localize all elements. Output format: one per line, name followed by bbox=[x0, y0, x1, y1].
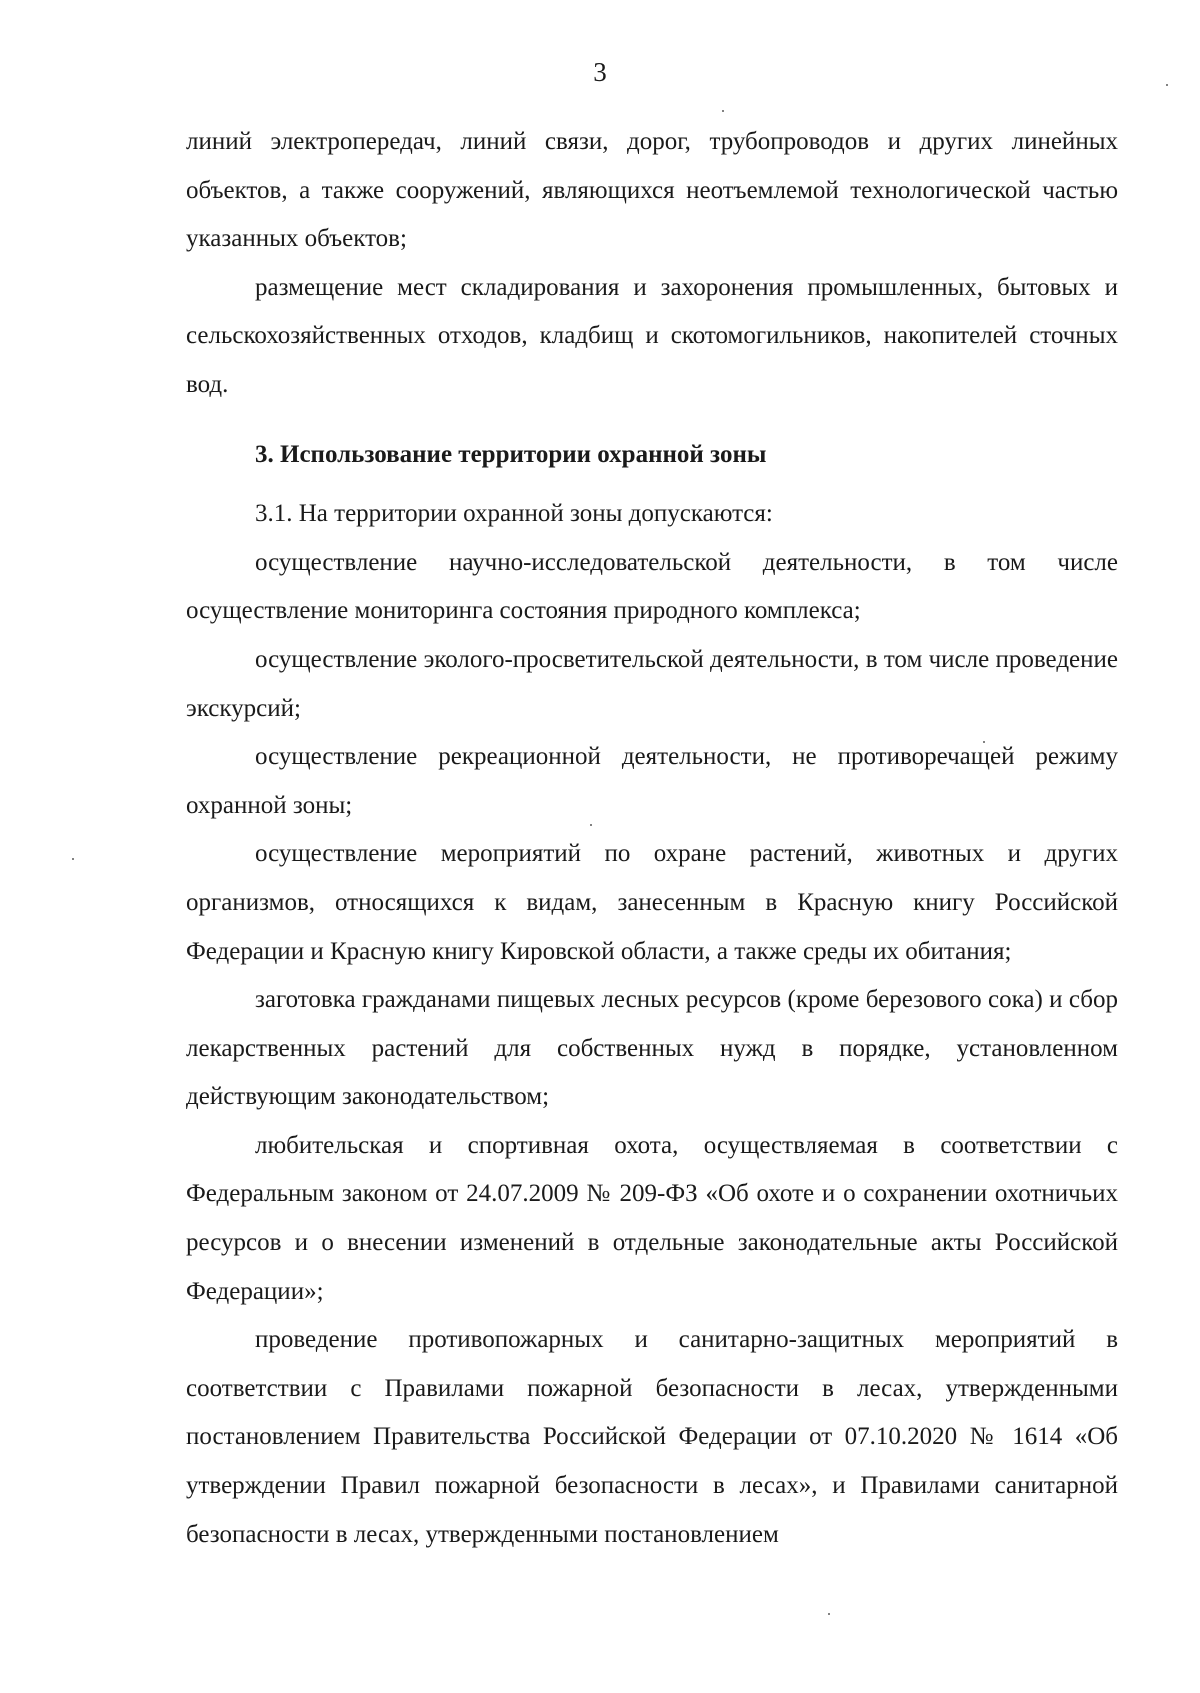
list-item-education: осуществление эколого-просветительской деятельности, в том числе проведение экскурсий; bbox=[186, 645, 1118, 722]
scan-speck bbox=[72, 858, 74, 860]
list-item-recreation: осуществление рекреационной деятельности, не противоречащей режиму охранной зоны; bbox=[186, 743, 1118, 819]
list-item-research: осуществление научно-исследовательской деятельности, в том числе осуществление мониторинга состояния природного комплекса; bbox=[186, 548, 1118, 625]
paragraph-continued: линий электропередач, линий связи, дорог, трубопроводов и других линейных объектов, а также сооружений, являющихся неотъемлемой технологической частью указанных объектов; bbox=[186, 128, 1118, 253]
document-body bbox=[186, 118, 1118, 1559]
clause-3-1: 3.1. На территории охранной зоны допускаются: bbox=[255, 500, 773, 528]
page-number: 3 bbox=[593, 57, 607, 87]
scan-speck bbox=[1166, 84, 1168, 86]
list-item-harvesting: заготовка гражданами пищевых лесных ресурсов (кроме березового сока) и сбор лекарственных растений для собственных нужд в порядке, установленном действующим законодательством; bbox=[186, 986, 1118, 1111]
paragraph: размещение мест складирования и захоронения промышленных, бытовых и сельскохозяйственных отходов, кладбищ и скотомогильников, накопителей сточных вод. bbox=[186, 273, 1118, 398]
list-item-fire-safety: проведение противопожарных и санитарно-защитных мероприятий в соответствии с Правилами пожарной безопасности в лесах, утвержденными постановлением Правительства Российской Федерации от 07.10.2020 № 1614 «Об утверждении Правил пожарной безопасности в лесах», и Правилами санитарной безопасности в лесах, утвержденными постановлением bbox=[186, 1326, 1118, 1548]
section-heading: 3. Использование территории охранной зоны bbox=[255, 440, 767, 468]
scan-speck bbox=[722, 110, 724, 112]
list-item-hunting: любительская и спортивная охота, осуществляемая в соответствии с Федеральным законом от 24.07.2009 № 209-ФЗ «Об охоте и о сохранении охотничьих ресурсов и о внесении изменений в отдельные законодательные акты Российской Федерации»; bbox=[186, 1131, 1118, 1305]
scan-speck bbox=[983, 741, 985, 743]
scan-speck bbox=[590, 824, 592, 826]
list-item-protection: осуществление мероприятий по охране растений, животных и других организмов, относящихся к видам, занесенным в Красную книгу Российской Федерации и Красную книгу Кировской области, а также среды их обитания; bbox=[186, 840, 1118, 965]
scan-speck bbox=[828, 1613, 830, 1615]
